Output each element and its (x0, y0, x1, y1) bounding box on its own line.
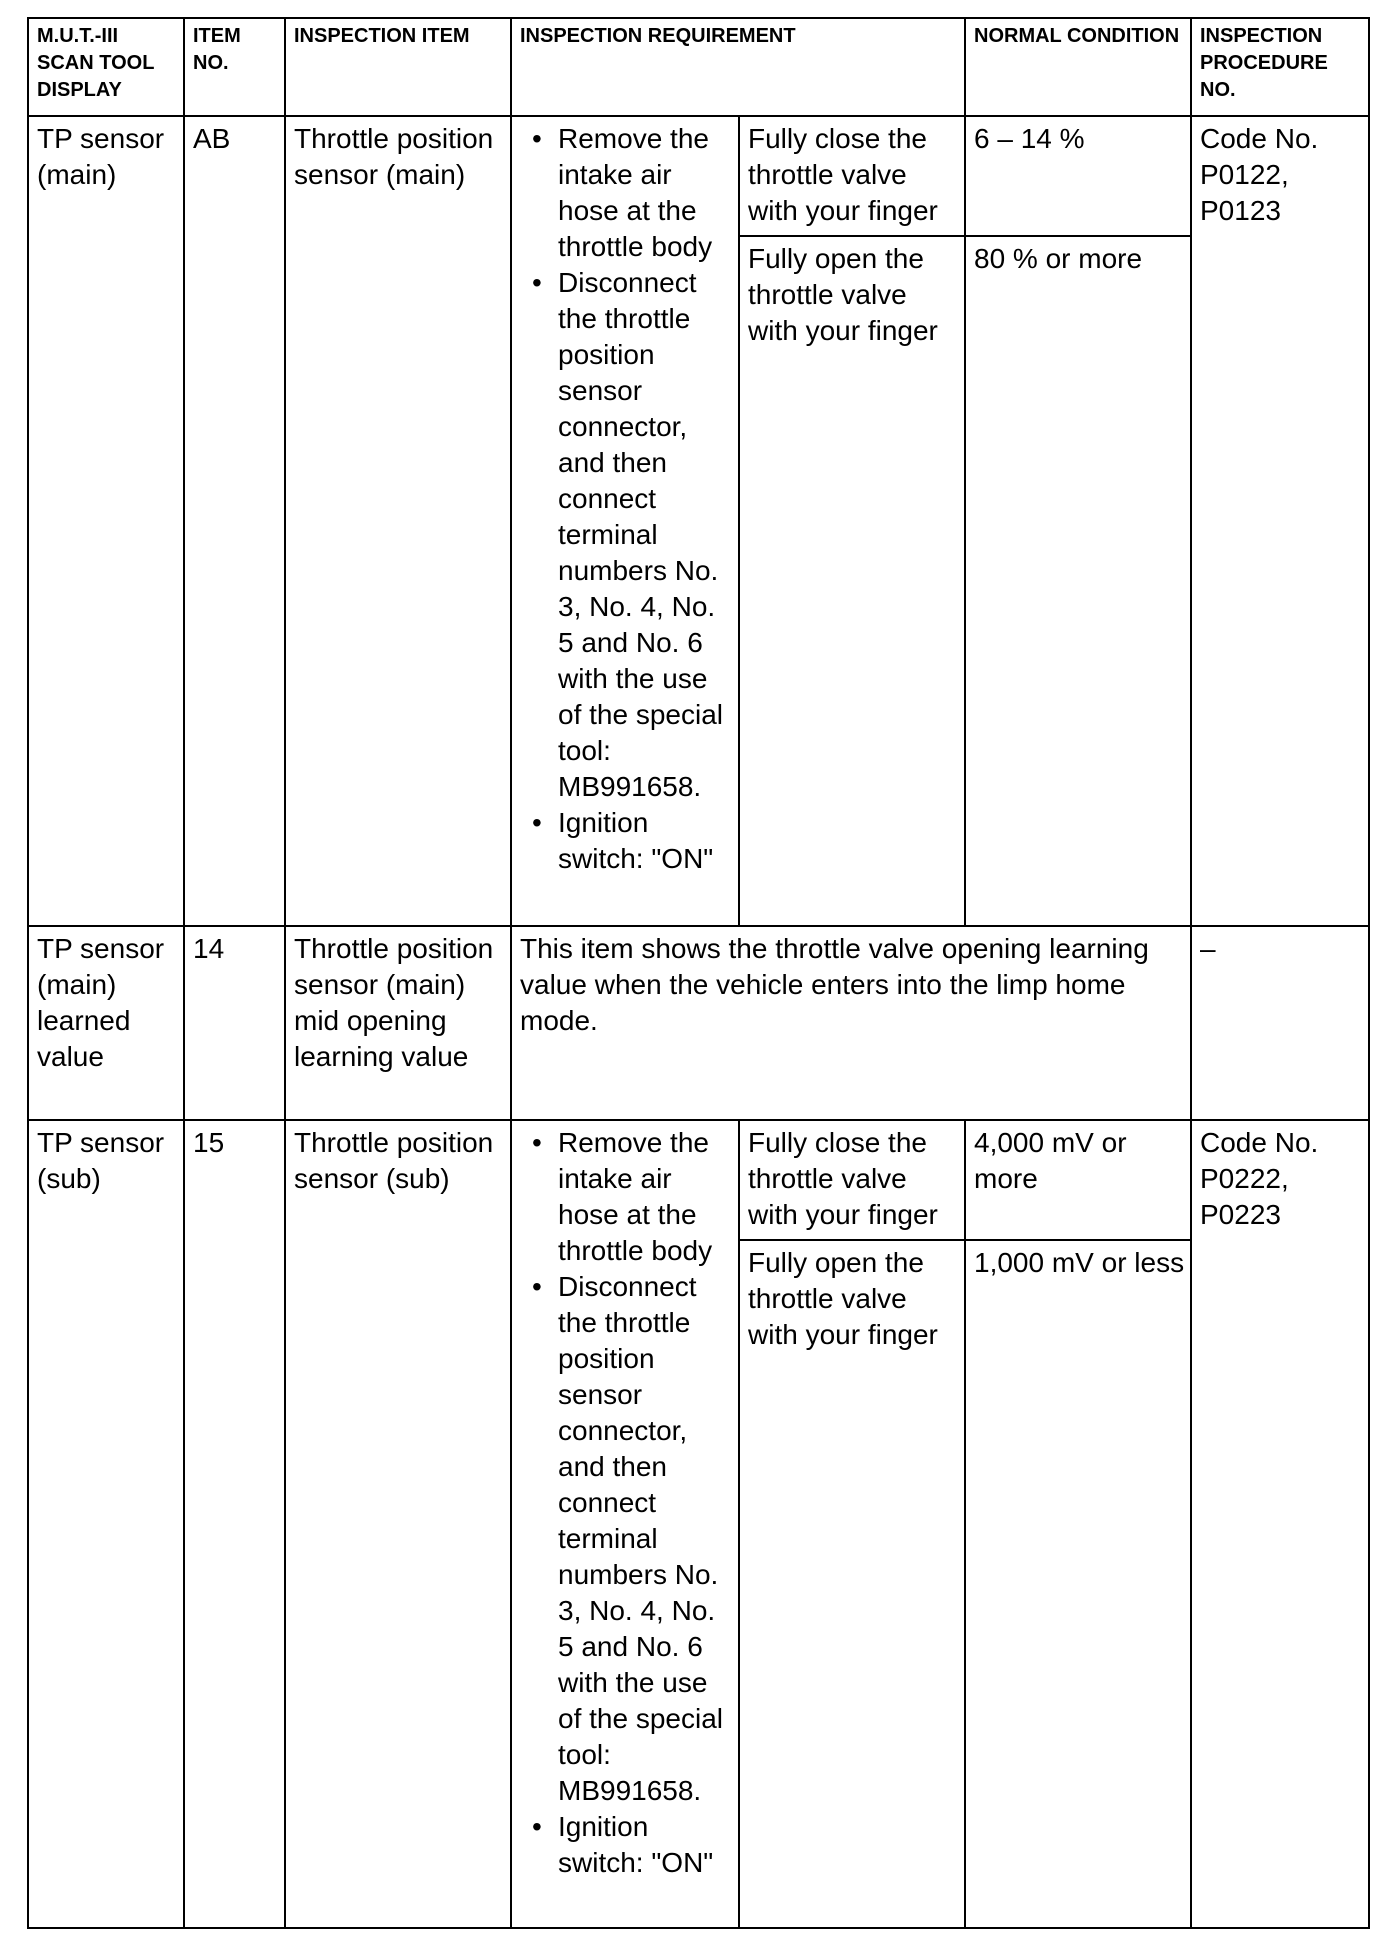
table-row (28, 1120, 1369, 1240)
requirement-bullet: • Disconnect the throttle position sensor connector, and then connect terminal numbers No. 3, No. 4, No. 5 and No. 6 with the use of the special tool: MB991658. (520, 1269, 733, 1809)
requirement-list-cell (511, 116, 739, 926)
header-row (28, 18, 1369, 116)
condition-action-cell: Fully close the throttle valve with your finger (739, 116, 965, 236)
item-no-cell: 14 (184, 926, 285, 1120)
header-normal-condition: NORMAL CONDITION (965, 18, 1191, 116)
procedure-cell: – (1191, 926, 1369, 1120)
requirement-bullet: • Ignition switch: "ON" (520, 1809, 733, 1881)
normal-condition-cell: 80 % or more (965, 236, 1191, 926)
condition-action-cell: Fully open the throttle valve with your finger (739, 236, 965, 926)
item-no-cell: AB (184, 116, 285, 926)
table-row (28, 116, 1369, 236)
requirement-bullet: • Remove the intake air hose at the throttle body (520, 1125, 733, 1269)
display-cell: TP sensor (main) (28, 116, 184, 926)
procedure-cell: Code No. P0222, P0223 (1191, 1120, 1369, 1928)
normal-condition-cell: 1,000 mV or less (965, 1240, 1191, 1928)
header-procedure: INSPECTION PROCEDURE NO. (1191, 18, 1369, 116)
condition-action-cell: Fully close the throttle valve with your finger (739, 1120, 965, 1240)
item-no-cell: 15 (184, 1120, 285, 1928)
inspection-item-cell: Throttle position sensor (main) mid opening learning value (285, 926, 511, 1120)
inspection-item-cell: Throttle position sensor (sub) (285, 1120, 511, 1928)
condition-action-cell: Fully open the throttle valve with your finger (739, 1240, 965, 1928)
requirement-bullet: • Ignition switch: "ON" (520, 805, 733, 877)
table-row (28, 926, 1369, 1120)
display-cell: TP sensor (sub) (28, 1120, 184, 1928)
display-cell: TP sensor (main) learned value (28, 926, 184, 1120)
inspection-table (27, 17, 1370, 1929)
header-display: M.U.T.-III SCAN TOOL DISPLAY (28, 18, 184, 116)
procedure-cell: Code No. P0122, P0123 (1191, 116, 1369, 926)
requirement-bullet: • Disconnect the throttle position sensor connector, and then connect terminal numbers No. 3, No. 4, No. 5 and No. 6 with the use of the special tool: MB991658. (520, 265, 733, 805)
requirement-list-cell (511, 1120, 739, 1928)
normal-condition-cell: 6 – 14 % (965, 116, 1191, 236)
inspection-item-cell: Throttle position sensor (main) (285, 116, 511, 926)
header-requirement: INSPECTION REQUIREMENT (511, 18, 965, 116)
normal-condition-cell: 4,000 mV or more (965, 1120, 1191, 1240)
requirement-list (520, 1125, 733, 1881)
requirement-bullet: • Remove the intake air hose at the throttle body (520, 121, 733, 265)
requirement-list (520, 121, 733, 877)
header-inspection-item: INSPECTION ITEM (285, 18, 511, 116)
requirement-note-cell: This item shows the throttle valve opening learning value when the vehicle enters into the limp home mode. (511, 926, 1191, 1120)
header-item-no: ITEM NO. (184, 18, 285, 116)
